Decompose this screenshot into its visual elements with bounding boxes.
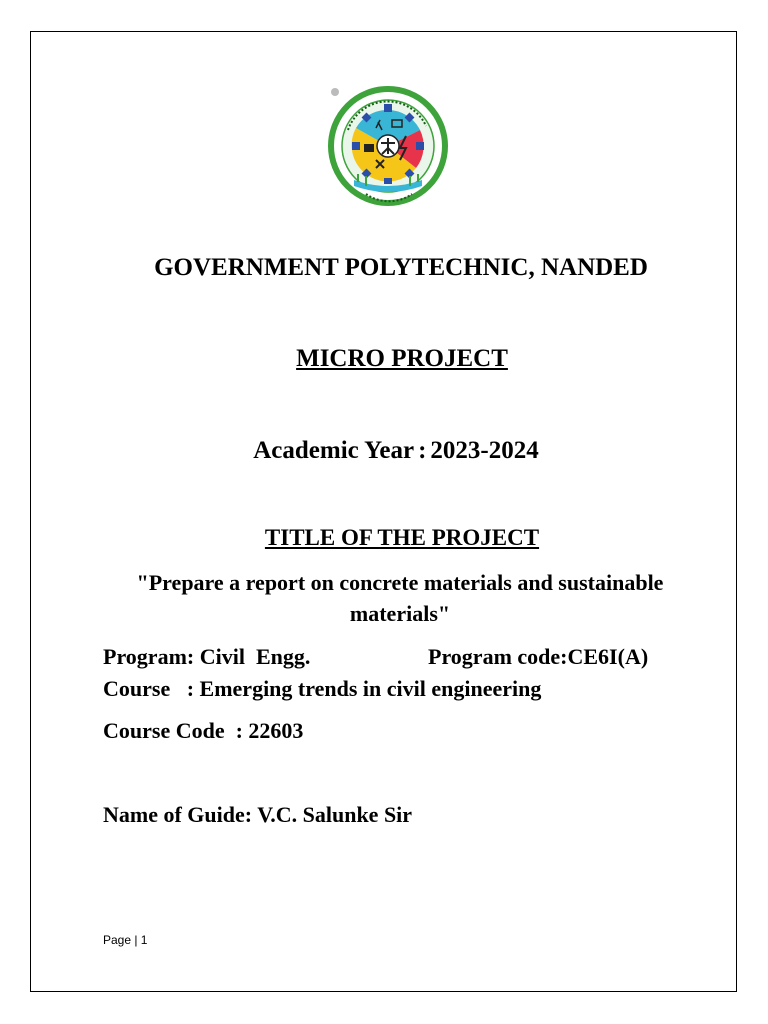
course-code: Course Code : 22603 — [103, 718, 304, 743]
project-heading: MICRO PROJECT — [296, 345, 508, 372]
guide-name: Name of Guide: V.C. Salunke Sir — [103, 802, 413, 827]
academic-year-separator: : — [418, 437, 427, 464]
project-title: "Prepare a report on concrete materials and sustainable materials" — [136, 570, 664, 626]
college-name: GOVERNMENT POLYTECHNIC, NANDED — [154, 254, 648, 281]
program-label: Program: Civil Engg. — [103, 644, 311, 669]
course-label: Course : Emerging trends in civil engineering — [103, 676, 542, 701]
academic-year-label: Academic Year — [253, 437, 415, 464]
academic-year — [0, 437, 768, 465]
program-code-value: CE6I(A) — [567, 644, 649, 669]
institute-emblem-icon — [326, 82, 450, 210]
academic-year-value: 2023-2024 — [430, 437, 539, 464]
program-code — [428, 644, 648, 670]
program-code-label: Program code: — [428, 644, 568, 669]
logo-corner-dot — [331, 88, 339, 96]
institute-logo — [326, 82, 450, 210]
page-footer: Page | 1 — [103, 933, 148, 947]
title-heading: TITLE OF THE PROJECT — [264, 525, 540, 550]
